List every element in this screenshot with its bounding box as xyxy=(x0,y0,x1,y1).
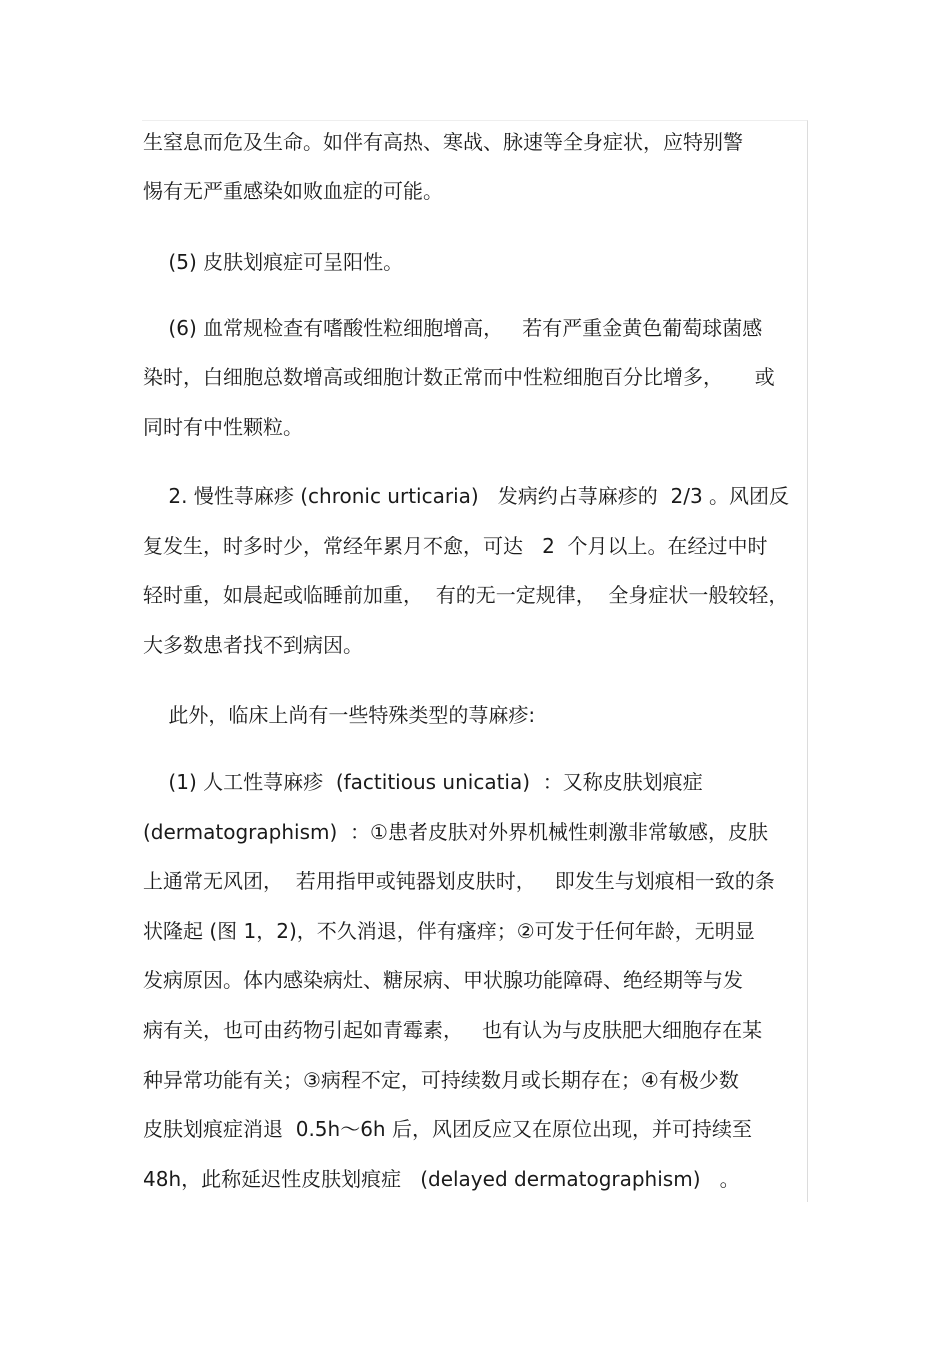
text-line-20: 48h，此称延迟性皮肤划痕症 (delayed dermatographism) 。 xyxy=(143,1167,740,1191)
text-line-14: 上通常无风团， 若用指甲或钝器划皮肤时， 即发生与划痕相一致的条 xyxy=(143,869,775,893)
text-line-10: 大多数患者找不到病因。 xyxy=(143,633,363,657)
text-line-4: (6) 血常规检查有嗜酸性粒细胞增高， 若有严重金黄色葡萄球菌感 xyxy=(143,316,763,340)
text-line-12: (1) 人工性荨麻疹 (factitious unicatia) ：又称皮肤划痕症 xyxy=(143,770,703,794)
text-line-13: (dermatographism) ：①患者皮肤对外界机械性刺激非常敏感，皮肤 xyxy=(143,820,768,844)
text-line-15: 状隆起 (图 1，2)，不久消退，伴有瘙痒；②可发于任何年龄，无明显 xyxy=(143,919,755,943)
text-line-17: 病有关，也可由药物引起如青霉素， 也有认为与皮肤肥大细胞存在某 xyxy=(143,1018,763,1042)
text-line-9: 轻时重，如晨起或临睡前加重， 有的无一定规律， 全身症状一般较轻， xyxy=(143,583,789,607)
text-line-3: (5) 皮肤划痕症可呈阳性。 xyxy=(143,250,404,274)
text-line-5: 染时，白细胞总数增高或细胞计数正常而中性粒细胞百分比增多， 或 xyxy=(143,365,775,389)
text-line-1: 生窒息而危及生命。如伴有高热、寒战、脉速等全身症状，应特别警 xyxy=(143,130,743,154)
text-line-19: 皮肤划痕症消退 0.5h～6h 后，风团反应又在原位出现，并可持续至 xyxy=(143,1117,752,1141)
text-line-2: 惕有无严重感染如败血症的可能。 xyxy=(143,179,443,203)
text-line-18: 种异常功能有关；③病程不定，可持续数月或长期存在；④有极少数 xyxy=(143,1068,739,1092)
text-line-6: 同时有中性颗粒。 xyxy=(143,415,303,439)
text-line-8: 复发生，时多时少，常经年累月不愈，可达 2 个月以上。在经过中时 xyxy=(143,534,768,558)
text-line-16: 发病原因。体内感染病灶、糖尿病、甲状腺功能障碍、绝经期等与发 xyxy=(143,968,743,992)
text-line-7: 2. 慢性荨麻疹 (chronic urticaria) 发病约占荨麻疹的 2/3 。风团反 xyxy=(143,484,790,508)
text-line-11: 此外，临床上尚有一些特殊类型的荨麻疹: xyxy=(143,703,536,727)
